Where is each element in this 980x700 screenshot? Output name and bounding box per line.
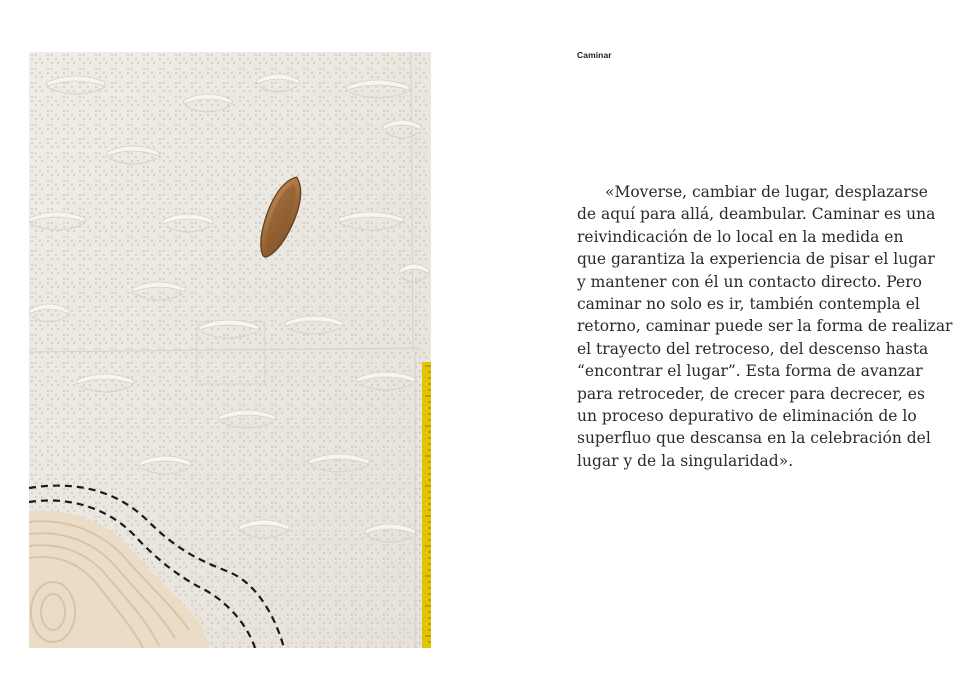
quote-line: de aquí para allá, deambular. Caminar es una — [577, 205, 936, 224]
quote-line: un proceso depurativo de eliminación de lo — [577, 407, 917, 426]
quote-line: caminar no solo es ir, también contempla el — [577, 295, 920, 314]
artwork-photo — [29, 52, 431, 648]
section-label: Caminar — [577, 50, 612, 60]
quote-line: que garantiza la experiencia de pisar el lugar — [577, 250, 935, 269]
quote-line: lugar y de la singularidad». — [577, 451, 794, 470]
quote-line: retorno, caminar puede ser la forma de realizar — [577, 317, 953, 336]
quote-line: “encontrar el lugar”. Esta forma de avanzar — [577, 362, 923, 381]
quote-line: y mantener con él un contacto directo. Pero — [577, 272, 922, 291]
quote-paragraph — [577, 181, 953, 472]
braille-relief-image — [29, 52, 431, 648]
quote-line: el trayecto del retroceso, del descenso hasta — [577, 339, 929, 358]
ruler — [422, 362, 431, 648]
quote-line: para retroceder, de crecer para decrecer, es — [577, 384, 925, 403]
quote-line: reivindicación de lo local en la medida en — [577, 227, 904, 246]
quote-line: superfluo que descansa en la celebración del — [577, 429, 931, 448]
quote-line: «Moverse, cambiar de lugar, desplazarse — [605, 183, 928, 201]
